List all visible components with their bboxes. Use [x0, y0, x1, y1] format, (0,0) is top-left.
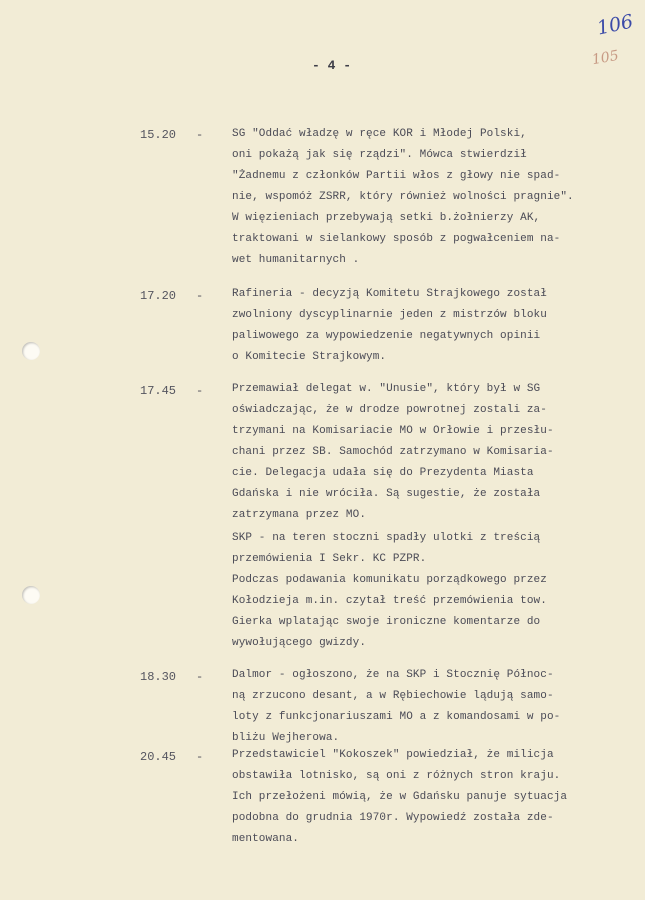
- text-line: oni pokażą jak się rządzi". Mówca stwierdził: [232, 149, 527, 161]
- text-line: cie. Delegacja udała się do Prezydenta Miasta: [232, 467, 534, 479]
- text-line: "Żadnemu z członków Partii włos z głowy nie spad-: [232, 170, 561, 182]
- text-line: nie, wspomóż ZSRR, który również wolności pragnie".: [232, 191, 574, 203]
- entry-time: 18.30: [140, 670, 177, 684]
- text-line: zatrzymana przez MO.: [232, 509, 367, 521]
- text-line: bliżu Wejherowa.: [232, 732, 340, 744]
- text-line: zwolniony dyscyplinarnie jeden z mistrzów bloku: [232, 309, 547, 321]
- entry-dash: -: [196, 384, 204, 398]
- text-line: Dalmor - ogłoszono, że na SKP i Stocznię Północ-: [232, 669, 554, 681]
- text-line: wet humanitarnych .: [232, 254, 360, 266]
- text-line: SG "Oddać władzę w ręce KOR i Młodej Polski,: [232, 128, 527, 140]
- entry-dash: -: [196, 670, 204, 684]
- entry-time: 17.20: [140, 289, 177, 303]
- folio-number: 106: [595, 10, 636, 40]
- entry-time: 20.45: [140, 750, 177, 764]
- entry-time: 17.45: [140, 384, 177, 398]
- entry-time: 15.20: [140, 128, 177, 142]
- entry-dash: -: [196, 289, 204, 303]
- entry-text: [232, 284, 644, 368]
- entry-text: [232, 379, 644, 526]
- text-line: SKP - na teren stoczni spadły ulotki z treścią: [232, 532, 541, 544]
- punch-hole-upper: [22, 342, 40, 360]
- text-line: chani przez SB. Samochód zatrzymano w Komisaria-: [232, 446, 554, 458]
- entry-text: [232, 745, 644, 850]
- text-line: paliwowego za wypowiedzenie negatywnych opinii: [232, 330, 541, 342]
- entry-dash: -: [196, 750, 204, 764]
- text-line: loty z funkcjonariuszami MO a z komandosami w po-: [232, 711, 561, 723]
- text-line: trzymani na Komisariacie MO w Orłowie i przesłu-: [232, 425, 554, 437]
- punch-hole-lower: [22, 586, 40, 604]
- text-line: Gdańska i nie wróciła. Są sugestie, że została: [232, 488, 541, 500]
- text-line: o Komitecie Strajkowym.: [232, 351, 387, 363]
- entry-text: [232, 665, 644, 749]
- entry-text: [232, 124, 644, 271]
- text-line: przemówienia I Sekr. KC PZPR.: [232, 553, 427, 565]
- entry-dash: -: [196, 128, 204, 142]
- text-line: ną zrzucono desant, a w Rębiechowie lądują samo-: [232, 690, 554, 702]
- text-line: Rafineria - decyzją Komitetu Strajkowego został: [232, 288, 547, 300]
- text-line: mentowana.: [232, 833, 300, 845]
- page-number: - 4 -: [312, 58, 352, 73]
- text-line: podobna do grudnia 1970r. Wypowiedź została zde-: [232, 812, 554, 824]
- text-line: Podczas podawania komunikatu porządkowego przez: [232, 574, 547, 586]
- folio-number-old: 105: [590, 47, 620, 69]
- entry-text: [232, 528, 644, 654]
- text-line: Ich przełożeni mówią, że w Gdańsku panuje sytuacja: [232, 791, 568, 803]
- text-line: traktowani w sielankowy sposób z pogwałceniem na-: [232, 233, 561, 245]
- text-line: Przemawiał delegat w. "Unusie", który był w SG: [232, 383, 541, 395]
- text-line: Przedstawiciel "Kokoszek" powiedział, że milicja: [232, 749, 554, 761]
- text-line: W więzieniach przebywają setki b.żołnierzy AK,: [232, 212, 541, 224]
- text-line: wywołującego gwizdy.: [232, 637, 367, 649]
- text-line: obstawiła lotnisko, są oni z różnych stron kraju.: [232, 770, 561, 782]
- text-line: Gierka wplatając swoje ironiczne komentarze do: [232, 616, 541, 628]
- text-line: Kołodzieja m.in. czytał treść przemówienia tow.: [232, 595, 547, 607]
- text-line: oświadczając, że w drodze powrotnej zostali za-: [232, 404, 547, 416]
